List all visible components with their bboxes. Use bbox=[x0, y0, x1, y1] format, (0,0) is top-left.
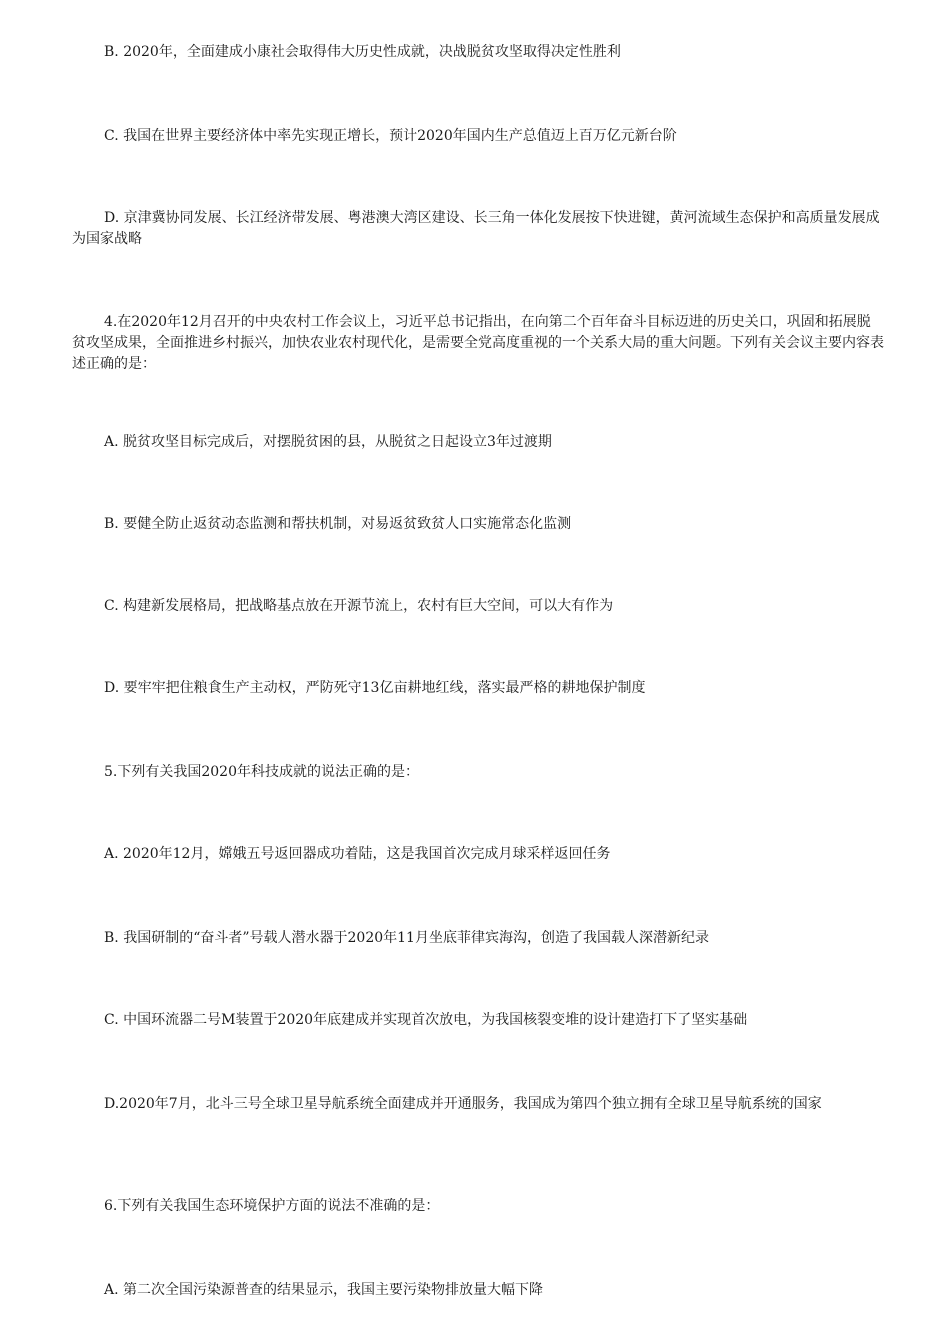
option-5a: A. 2020年12月，嫦娥五号返回器成功着陆，这是我国首次完成月球采样返回任务 bbox=[104, 846, 611, 862]
option-5b: B. 我国研制的“奋斗者”号载人潜水器于2020年11月坐底菲律宾海沟，创造了我国载人深潜新纪录 bbox=[104, 930, 709, 946]
option-4b: B. 要健全防止返贫动态监测和帮扶机制，对易返贫致贫人口实施常态化监测 bbox=[104, 516, 572, 532]
option-5d: D.2020年7月，北斗三号全球卫星导航系统全面建成并开通服务，我国成为第四个独立拥有全球卫星导航系统的国家 bbox=[104, 1096, 822, 1112]
question-6: 6.下列有关我国生态环境保护方面的说法不准确的是： bbox=[104, 1198, 440, 1214]
option-3c: C. 我国在世界主要经济体中率先实现正增长，预计2020年国内生产总值迈上百万亿元新台阶 bbox=[104, 128, 677, 144]
option-4a: A. 脱贫攻坚目标完成后，对摆脱贫困的县，从脱贫之日起设立3年过渡期 bbox=[104, 434, 552, 450]
question-4: 4.在2020年12月召开的中央农村工作会议上，习近平总书记指出，在向第二个百年奋斗目标迈进的历史关口，巩固和拓展脱贫攻坚成果，全面推进乡村振兴，加快农业农村现代化，是需要全党高度重视的一个关系大局的重大问题。下列有关会议主要内容表述正确的是： bbox=[72, 314, 884, 372]
option-3d: D. 京津冀协同发展、长江经济带发展、粤港澳大湾区建设、长三角一体化发展按下快进键，黄河流域生态保护和高质量发展成为国家战略 bbox=[72, 210, 880, 247]
option-3b: B. 2020年，全面建成小康社会取得伟大历史性成就，决战脱贫攻坚取得决定性胜利 bbox=[104, 44, 621, 60]
option-4d: D. 要牢牢把住粮食生产主动权，严防死守13亿亩耕地红线，落实最严格的耕地保护制度 bbox=[104, 680, 646, 696]
question-5: 5.下列有关我国2020年科技成就的说法正确的是： bbox=[104, 764, 419, 780]
option-5c: C. 中国环流器二号M装置于2020年底建成并实现首次放电，为我国核裂变堆的设计建造打下了坚实基础 bbox=[104, 1012, 748, 1028]
option-4c: C. 构建新发展格局，把战略基点放在开源节流上，农村有巨大空间，可以大有作为 bbox=[104, 598, 614, 614]
option-6a: A. 第二次全国污染源普查的结果显示，我国主要污染物排放量大幅下降 bbox=[104, 1282, 544, 1298]
